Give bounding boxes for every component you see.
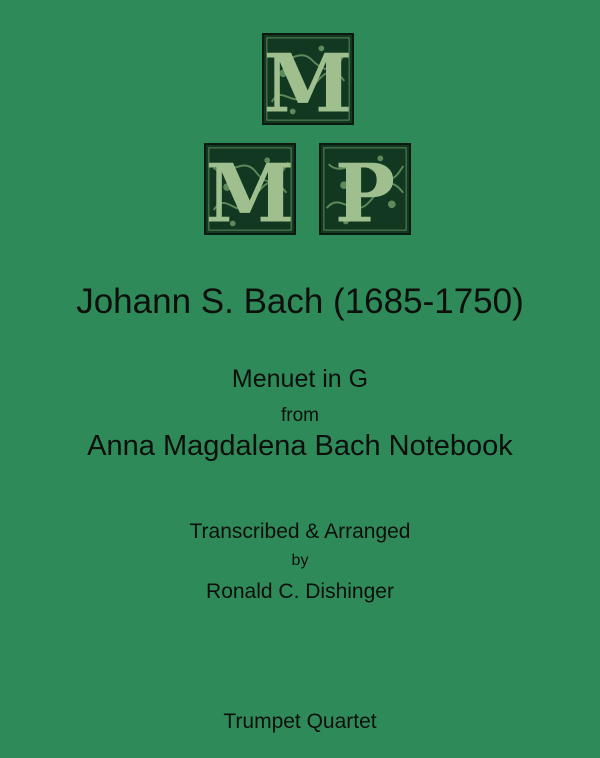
logo-block-top: [262, 33, 354, 125]
logo-letter-3: P: [334, 146, 396, 233]
source-title: Anna Magdalena Bach Notebook: [87, 430, 513, 462]
credit-by: by: [291, 552, 309, 569]
logo-block-left: [204, 143, 296, 235]
arranger-name: Ronald C. Dishinger: [206, 580, 394, 603]
instrumentation: Trumpet Quartet: [223, 710, 377, 733]
logo-block-right: [319, 143, 411, 235]
logo-ornament-top: [264, 35, 352, 123]
credit-line: Transcribed & Arranged: [189, 520, 411, 543]
piece-title: Menuet in G: [231, 365, 369, 393]
composer-name: Johann S. Bach (1685-1750): [76, 282, 524, 321]
logo-ornament-right: [321, 145, 409, 233]
logo-ornament-left: [206, 145, 294, 233]
from-label: from: [281, 405, 319, 426]
logo-letter-2: M: [206, 146, 294, 233]
logo-letter-1: M: [264, 36, 352, 123]
